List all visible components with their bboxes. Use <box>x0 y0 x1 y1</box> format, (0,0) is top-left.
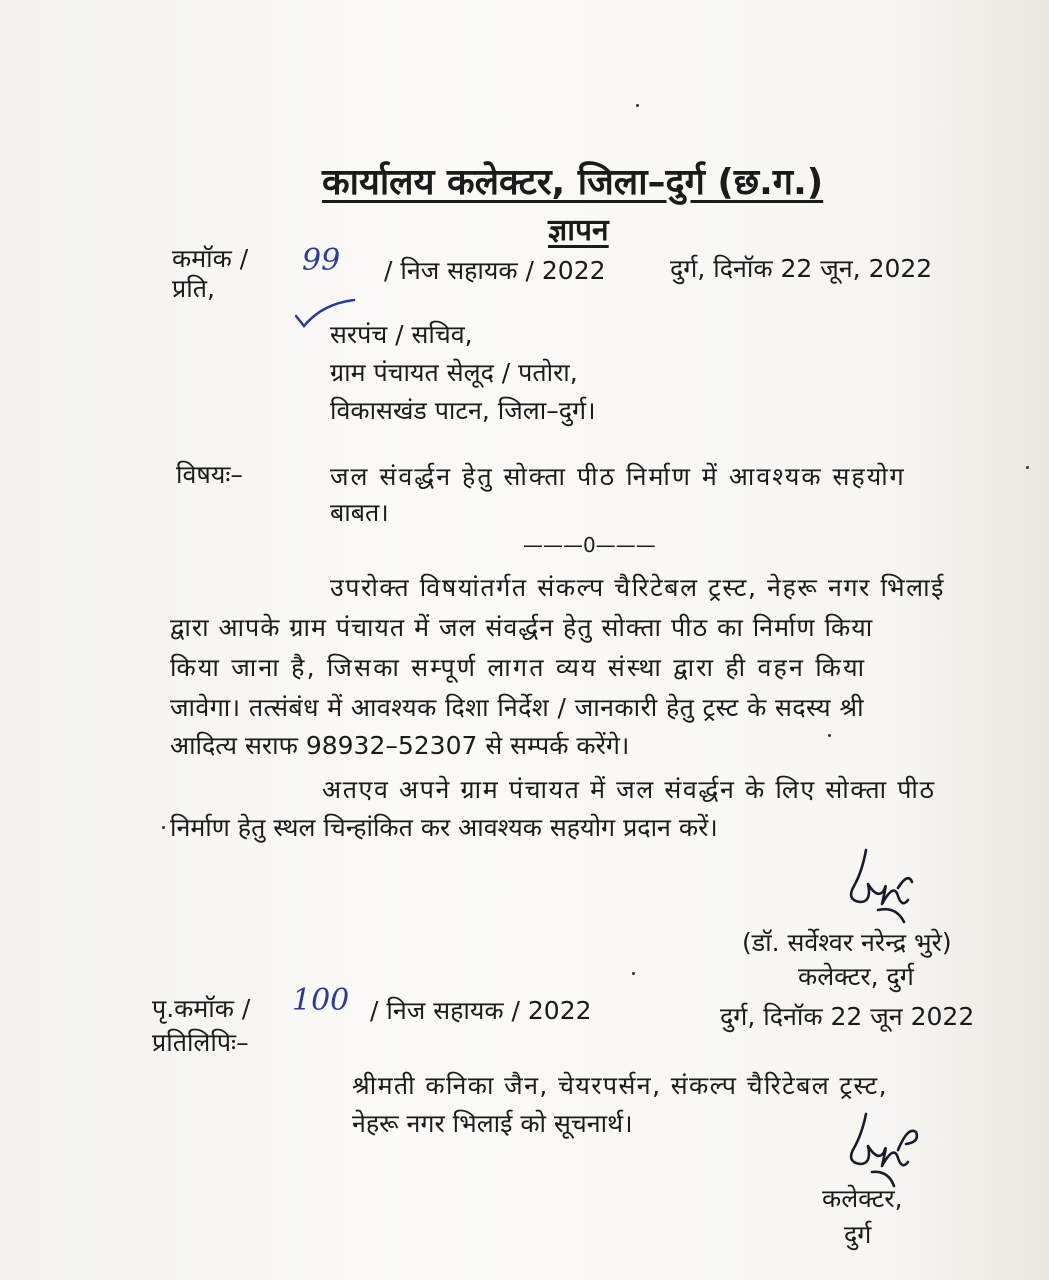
copy-to-line-2: नेहरू नगर भिलाई को सूचनार्थ। <box>352 1109 633 1138</box>
body-para1-line-1: उपरोक्त विषयांतर्गत संकल्प चैरिटेबल ट्रस्ट, नेहरू नगर भिलाई <box>330 573 946 602</box>
scan-speck <box>636 104 639 107</box>
recipient-line-2: ग्राम पंचायत सेलूद / पतोरा, <box>330 358 578 387</box>
office-title: कार्यालय कलेक्टर, जिला–दुर्ग (छ.ग.) <box>322 162 824 203</box>
subject-line-2: बाबत। <box>330 498 389 527</box>
pratilipi-label: प्रतिलिपिः– <box>152 1028 249 1057</box>
issue-place-date: दुर्ग, दिनॉक 22 जून, 2022 <box>670 254 933 283</box>
body-para1-line-5: आदित्य सराफ 98932–52307 से सम्पर्क करेंगे। <box>170 731 630 760</box>
body-para2-line-1: अतएव अपने ग्राम पंचायत में जल संवर्द्धन के लिए सोक्ता पीठ <box>322 775 936 804</box>
body-para1-line-2: द्वारा आपके ग्राम पंचायत में जल संवर्द्धन हेतु सोक्ता पीठ का निर्माण किया <box>170 613 874 642</box>
signatory-name: (डॉ. सर्वेश्वर नरेन्द्र भुरे) <box>742 928 952 957</box>
collector-signature-icon <box>838 842 918 924</box>
kramank-suffix: / निज सहायक / 2022 <box>384 256 606 285</box>
memo-heading: ज्ञापन <box>548 213 609 248</box>
prati-label: प्रति, <box>172 274 215 303</box>
copy-kramank-suffix: / निज सहायक / 2022 <box>370 996 592 1025</box>
copy-signatory-line-2: दुर्ग <box>844 1220 872 1249</box>
kramank-number-handwritten: 99 <box>302 243 341 278</box>
signatory-designation: कलेक्टर, दुर्ग <box>798 962 914 991</box>
copy-kramank-number-handwritten: 100 <box>292 983 350 1018</box>
recipient-line-1: सरपंच / सचिव, <box>330 320 473 349</box>
subject-label: विषयः– <box>176 460 243 489</box>
scan-speck <box>632 972 635 975</box>
body-para2-line-2: निर्माण हेतु स्थल चिन्हांकित कर आवश्यक सहयोग प्रदान करें। <box>170 813 718 842</box>
copy-kramank-label: पृ.कमॉक / <box>152 994 251 1023</box>
subject-line-1: जल संवर्द्धन हेतु सोक्ता पीठ निर्माण में आवश्यक सहयोग <box>330 462 906 491</box>
scan-speck <box>1026 466 1029 469</box>
body-para1-line-3: किया जाना है, जिसका सम्पूर्ण लागत व्यय संस्था द्वारा ही वहन किया <box>170 653 867 682</box>
copy-place-date: दुर्ग, दिनॉक 22 जून 2022 <box>720 1002 975 1031</box>
copy-signatory-line-1: कलेक्टर, <box>822 1184 903 1213</box>
scan-speck <box>162 826 165 829</box>
kramank-label: कमॉक / <box>172 244 249 273</box>
separator: ———0——— <box>523 533 656 557</box>
recipient-line-3: विकासखंड पाटन, जिला–दुर्ग। <box>330 396 596 425</box>
copy-signature-icon <box>836 1104 922 1188</box>
copy-to-line-1: श्रीमती कनिका जैन, चेयरपर्सन, संकल्प चैरिटेबल ट्रस्ट, <box>352 1071 888 1100</box>
scan-speck <box>828 734 831 737</box>
body-para1-line-4: जावेगा। तत्संबंध में आवश्यक दिशा निर्देश / जानकारी हेतु ट्रस्ट के सदस्य श्री <box>170 693 864 722</box>
